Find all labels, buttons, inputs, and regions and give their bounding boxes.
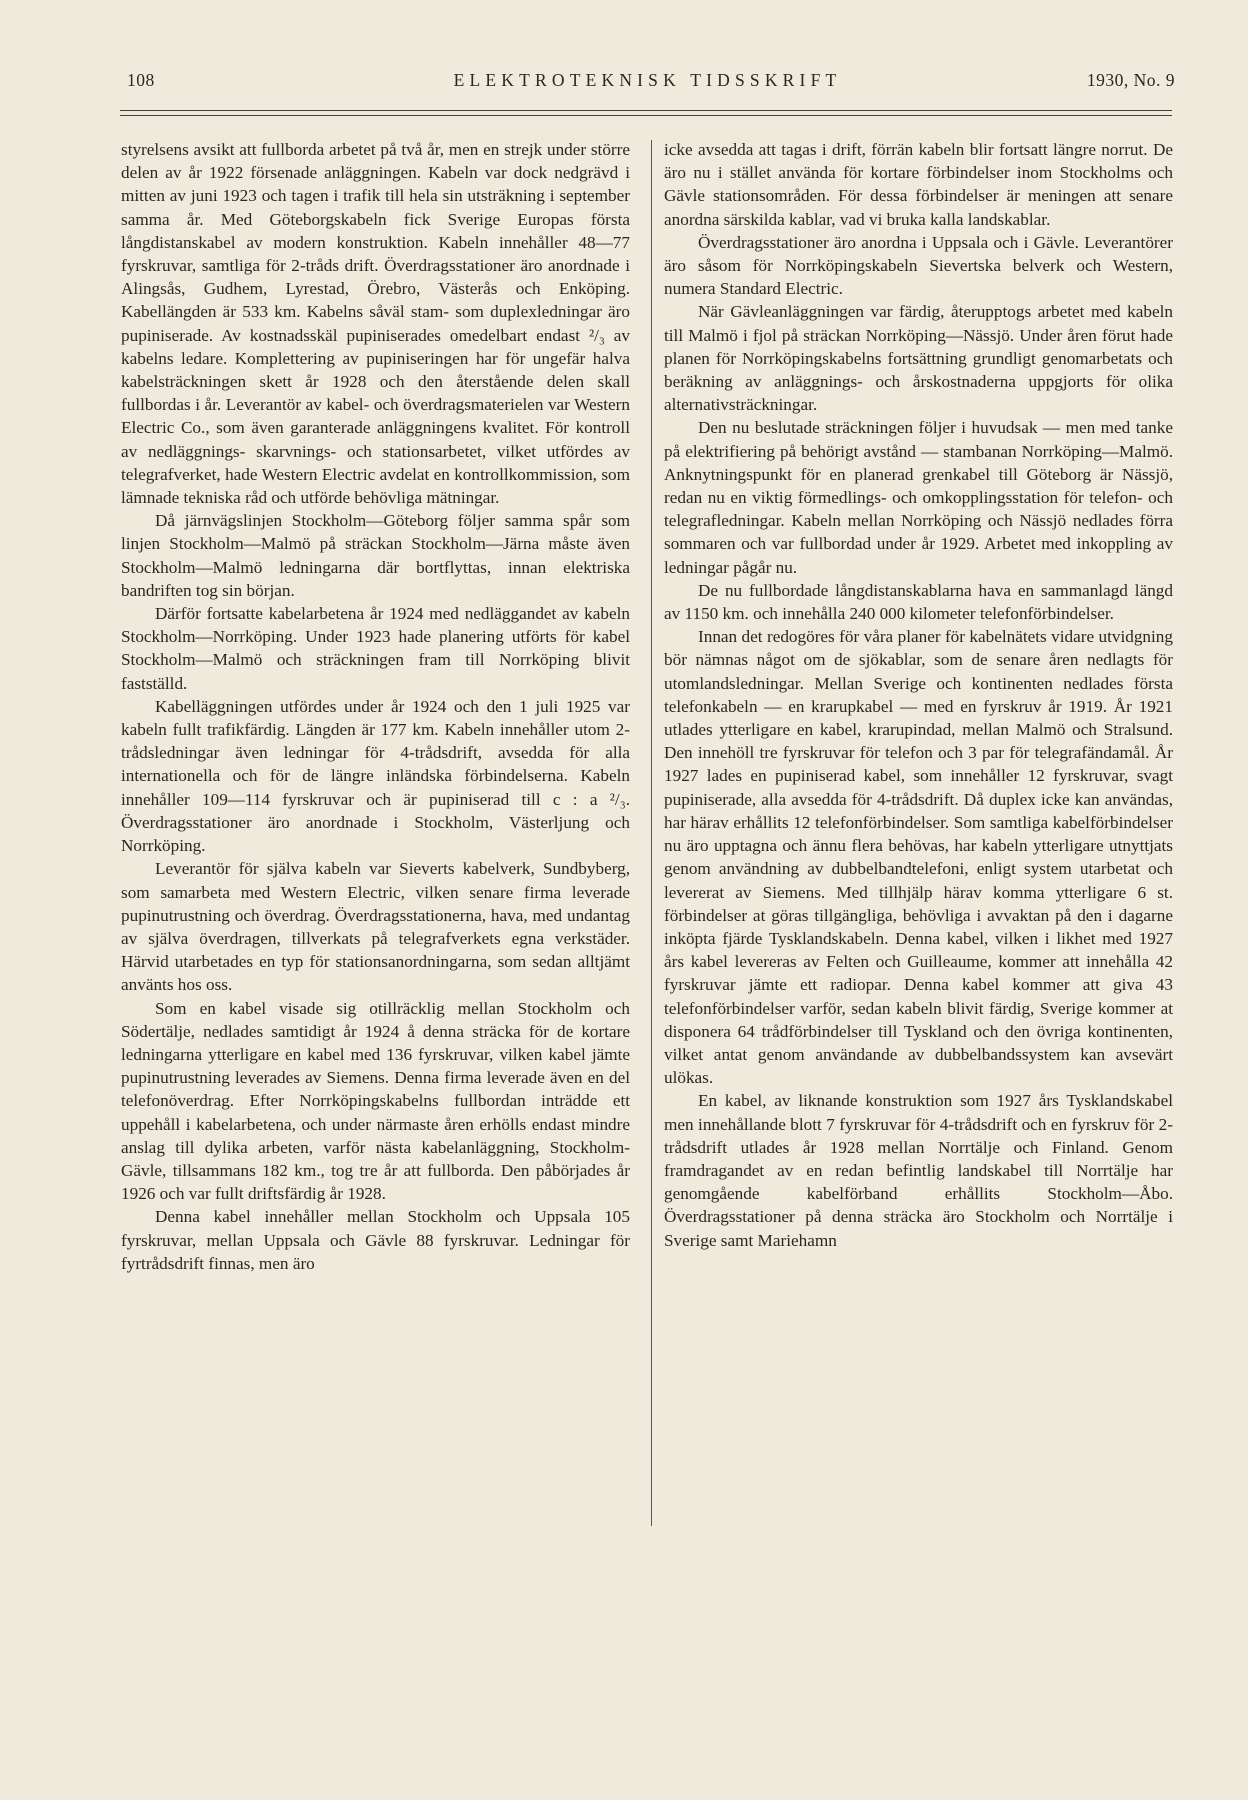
issue-label: 1930, No. 9 — [1086, 70, 1175, 90]
paragraph: Kabelläggningen utfördes under år 1924 och den 1 juli 1925 var kabeln fullt trafikfärdig. Längden är 177 km. Kabeln innehåller utom 2-trådsledningar även ledningar för 4-trådsdrift, avsedda för alla internationella och för de längre inländska förbindelserna. Kabeln innehåller 109—114 fyrskruvar och är pupiniserad till c : a ²/₃. Överdragsstationer äro anordnade i Stockholm, Västerljung och Norrköping. — [121, 696, 630, 856]
paragraph: Då järnvägslinjen Stockholm—Göteborg följer samma spår som linjen Stockholm—Malmö på sträckan Stockholm—Järna måste även Stockholm—Malmö ledningarna där bortflyttas, innan elektriska bandriften tog sin början. — [121, 511, 630, 600]
paragraph: Som en kabel visade sig otillräcklig mellan Stockholm och Södertälje, nedlades samtidigt år 1924 å denna sträcka för de kortare ledningarna ytterligare en kabel med 136 fyrskruvar, vilken kabel jämte pupinutrustning leverades av Siemens. Denna firma leverade även en del telefonöverdrag. Efter Norrköpingskabelns fullbordan inträdde ett uppehåll i kabelarbetena, och under närmaste åren erhölls endast mindre anslag till dylika arbeten, varför nästa kabelanläggning, Stockholm-Gävle, tillsammans 182 km., tog tre år att fullborda. Den påbörjades år 1926 och var fullt driftsfärdig år 1928. — [121, 998, 630, 1204]
column-divider — [651, 140, 652, 1526]
running-header — [120, 70, 1175, 100]
paragraph: När Gävleanläggningen var färdig, återupptogs arbetet med kabeln till Malmö i fjol på sträckan Norrköping—Nässjö. Under åren förut hade planen för Norrköpingskabelns fortsättning grundligt genomarbetats och beräkning av anläggnings- och årskostnaderna uppgjorts för olika alternativsträckningar. — [664, 302, 1173, 415]
paragraph: Den nu beslutade sträckningen följer i huvudsak — men med tanke på elektrifiering på behörigt avstånd — stambanan Norrköping—Malmö. Anknytningspunkt för en planerad grenkabel till Göteborg är Nässjö, redan nu en viktig förmedlings- och omkopplingsstation för telefon- och telegrafledningar. Kabeln mellan Norrköping och Nässjö nedlades förra sommaren och var fullbordad under år 1929. Arbetet med inkoppling av ledningar pågår nu. — [664, 418, 1173, 577]
paragraph: Därför fortsatte kabelarbetena år 1924 med nedläggandet av kabeln Stockholm—Norrköping. Under 1923 hade planering utförts för kabel Stockholm—Malmö och sträckningen fram till Norrköping blivit fastställd. — [121, 604, 630, 693]
right-column — [664, 138, 1173, 1252]
header-double-rule — [120, 110, 1172, 116]
paragraph: Innan det redogöres för våra planer för kabelnätets vidare utvidgning bör nämnas något om de sjökablar, som de senare åren nedlagts för utomlandsledningar. Mellan Sverige och kontinenten nedlades första telefonkabeln — en krarupkabel — med en fyrskruv år 1919. År 1921 utlades ytterligare en kabel, krarupindad, mellan Malmö och Stralsund. Den innehöll tre fyrskruvar för telefon och 3 par för telegrafändamål. År 1927 lades en pupiniserad kabel, som innehåller 12 fyrskruvar, svagt pupiniserade, alla avsedda för 4-trådsdrift. Då duplex icke kan användas, har härav erhållits 12 telefonförbindelser. Som samtliga kabelförbindelser nu äro upptagna och ännu flera behövas, har kabeln ytterligare utnyttjats genom användning av dubbelbandtelefoni, enligt system utarbetat och levererat av Siemens. Med tillhjälp härav komma ytterligare 6 st. förbindelser at göras tillgängliga, behövliga i avvaktan på den i dagarne inköpta fjärde Tysklandskabeln. Denna kabel, vilken i likhet med 1927 års kabel levereras av Felten och Guilleaume, kommer att innehålla 42 fyrskruvar jämte ett radiopar. Denna kabel kommer att giva 43 telefonförbindelser varför, sedan kabeln blivit färdig, Sverige kommer at disponera 64 trådförbindelser till Tyskland och den övriga kontinenten, vilket antat genom användande av dubbelbandssystem kan avsevärt ulökas. — [664, 627, 1173, 1088]
paragraph: En kabel, av liknande konstruktion som 1927 års Tysklandskabel men innehållande blott 7 fyrskruvar för 4-trådsdrift och en fyrskruv för 2-trådsdrift utlades år 1928 mellan Norrtälje och Finland. Genom framdragandet av en redan befintlig landskabel till Norrtälje har genomgående kabelförband erhållits Stockholm—Åbo. Överdragsstationer på denna sträcka äro Stockholm och Norrtälje i Sverige samt Mariehamn — [664, 1091, 1173, 1250]
paragraph: Överdragsstationer äro anordna i Uppsala och i Gävle. Leverantörer äro såsom för Norrköpingskabeln Sievertska belverk och Western, numera Standard Electric. — [664, 232, 1173, 299]
paragraph: De nu fullbordade långdistanskablarna hava en sammanlagd längd av 1150 km. och innehålla 240 000 kilometer telefonförbindelser. — [664, 580, 1173, 624]
journal-title: ELEKTROTEKNISK TIDSSKRIFT — [453, 70, 842, 90]
paragraph: styrelsens avsikt att fullborda arbetet på två år, men en strejk under större delen av år 1922 försenade anläggningen. Kabeln var dock nedgrävd i mitten av juni 1923 och tagen i trafik till hela sin utsträkning i september samma år. Med Göteborgskabeln fick Sverige Europas första långdistanskabel av modern konstruktion. Kabeln innehåller 48—77 fyrskruvar, samtliga för 2-tråds drift. Överdragsstationer äro anordnade i Alingsås, Gudhem, Lyrestad, Örebro, Västerås och Enköping. Kabellängden är 533 km. Kabelns såväl stam- som duplexledningar äro pupiniserade. Av kostnadsskäl pupiniserades omedelbart endast ²/₃ av kabelns ledare. Komplettering av pupiniseringen har för ungefär halva kabelsträckningen skett år 1928 och den återstående delen skall fullbordas i år. Leverantör av kabel- och överdragsmaterielen var Western Electric Co., som även garanterade anläggningens kvalitet. För kontroll av nedläggnings- skarvnings- och stationsarbetet, vilket utfördes av telegrafverket, hade Western Electric avdelat en kontrollkommission, som lämnade tekniska råd och utförde behövliga mätningar. — [121, 140, 630, 508]
paragraph: Denna kabel innehåller mellan Stockholm och Uppsala 105 fyrskruvar, mellan Uppsala och Gävle 88 fyrskruvar. Ledningar för fyrtrådsdrift finnas, men äro — [121, 1207, 630, 1273]
left-column — [121, 138, 630, 1275]
page-number: 108 — [127, 70, 155, 90]
paragraph: icke avsedda att tagas i drift, förrän kabeln blir fortsatt längre norrut. De äro nu i stället använda för kortare förbindelser inom Stockholms och Gävle stationsområden. För dessa förbindelser är meningen att senare anordna särskilda kablar, vad vi bruka kalla landskablar. — [664, 140, 1173, 229]
paragraph: Leverantör för själva kabeln var Sieverts kabelverk, Sundbyberg, som samarbeta med Western Electric, vilken senare firma leverade pupinutrustning och överdrag. Överdragsstationerna, hava, med undantag av själva överdragen, tillverkats på telegrafverkets egna verkstäder. Härvid utarbetades en typ för stationsanordningarna, som sedan alltjämt använts hos oss. — [121, 859, 630, 995]
